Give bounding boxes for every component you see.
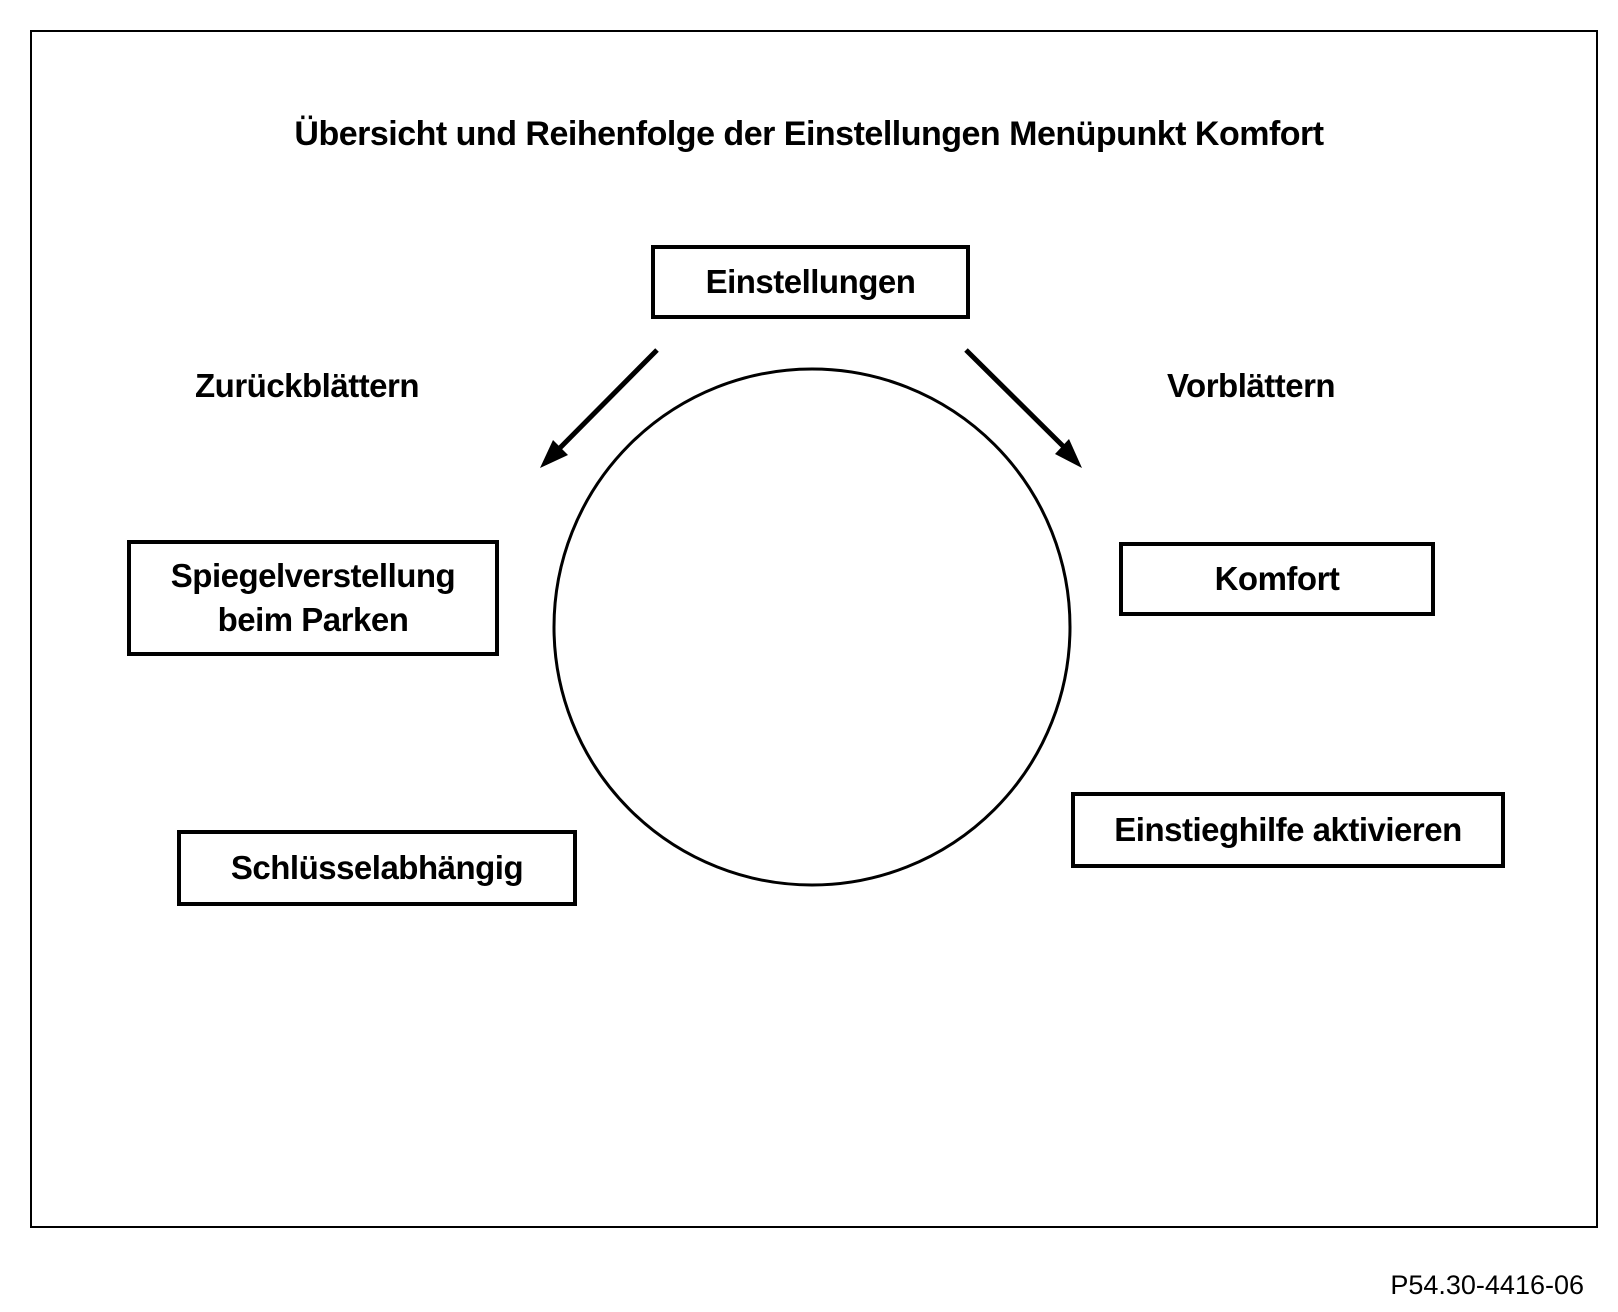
node-komfort xyxy=(1119,542,1435,616)
node-spiegelverstellung-line2: beim Parken xyxy=(217,601,409,638)
node-einstieghilfe xyxy=(1071,792,1505,868)
node-spiegelverstellung-line1: Spiegelverstellung xyxy=(170,557,456,594)
cycle-circle xyxy=(554,369,1070,885)
figure-id: P54.30-4416-06 xyxy=(1390,1270,1584,1300)
label-vorblaettern: Vorblättern xyxy=(1167,367,1336,404)
diagram-title: Übersicht und Reihenfolge der Einstellungen Menüpunkt Komfort xyxy=(294,115,1324,153)
node-einstieghilfe-label: Einstieghilfe aktivieren xyxy=(1114,811,1462,848)
arrow-forward xyxy=(966,350,1072,455)
label-zurueckblaettern: Zurückblättern xyxy=(195,367,420,404)
node-einstellungen-label: Einstellungen xyxy=(705,263,916,300)
node-schluesselabhaengig-label: Schlüsselabhängig xyxy=(230,849,524,886)
node-spiegelverstellung xyxy=(127,540,499,656)
node-einstellungen xyxy=(651,245,970,319)
node-schluesselabhaengig xyxy=(177,830,577,906)
arrow-back xyxy=(545,350,657,463)
node-komfort-label: Komfort xyxy=(1214,560,1340,597)
